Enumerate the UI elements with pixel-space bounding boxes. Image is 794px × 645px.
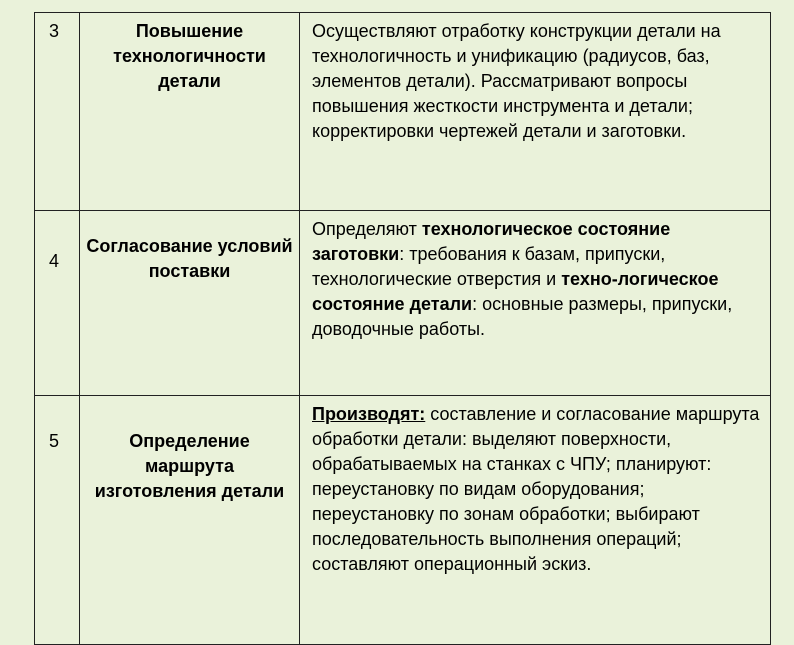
desc-underlined-term: Производят: bbox=[312, 404, 426, 424]
table-row bbox=[35, 396, 771, 645]
stage-name: Повышение технологичности детали bbox=[80, 13, 300, 211]
row-number: 4 bbox=[35, 211, 80, 396]
table-row bbox=[35, 211, 771, 396]
stage-description bbox=[300, 211, 771, 396]
stage-description bbox=[300, 396, 771, 645]
stage-name: Согласование условий поставки bbox=[80, 211, 300, 396]
desc-bold-term: технологическое состояние заготовки bbox=[312, 219, 671, 264]
table-row bbox=[35, 13, 771, 211]
stage-name: Определение маршрута изготовления детали bbox=[80, 396, 300, 645]
process-table bbox=[34, 12, 771, 645]
desc-text: : требования к базам, припуски, технологические отверстия и bbox=[312, 244, 666, 289]
desc-text: составление и согласование маршрута обработки детали: выделяют поверхности, обрабатываемых на станках с ЧПУ; планируют: переустановку по видам оборудования; переустановку по зонам обработки; выбирают последовательность выполнения операций; составляют операционный эскиз. bbox=[312, 404, 760, 574]
stage-description: Осуществляют отработку конструкции детали на технологичность и унификацию (радиусов, баз, элементов детали). Рассматривают вопросы повышения жесткости инструмента и детали; корректировки чертежей детали и заготовки. bbox=[300, 13, 771, 211]
desc-text: Определяют bbox=[312, 219, 422, 239]
row-number: 3 bbox=[35, 13, 80, 211]
desc-text: : основные размеры, припуски, доводочные работы. bbox=[312, 294, 733, 339]
row-number: 5 bbox=[35, 396, 80, 645]
desc-bold-term: техно-логическое состояние детали bbox=[312, 269, 719, 314]
